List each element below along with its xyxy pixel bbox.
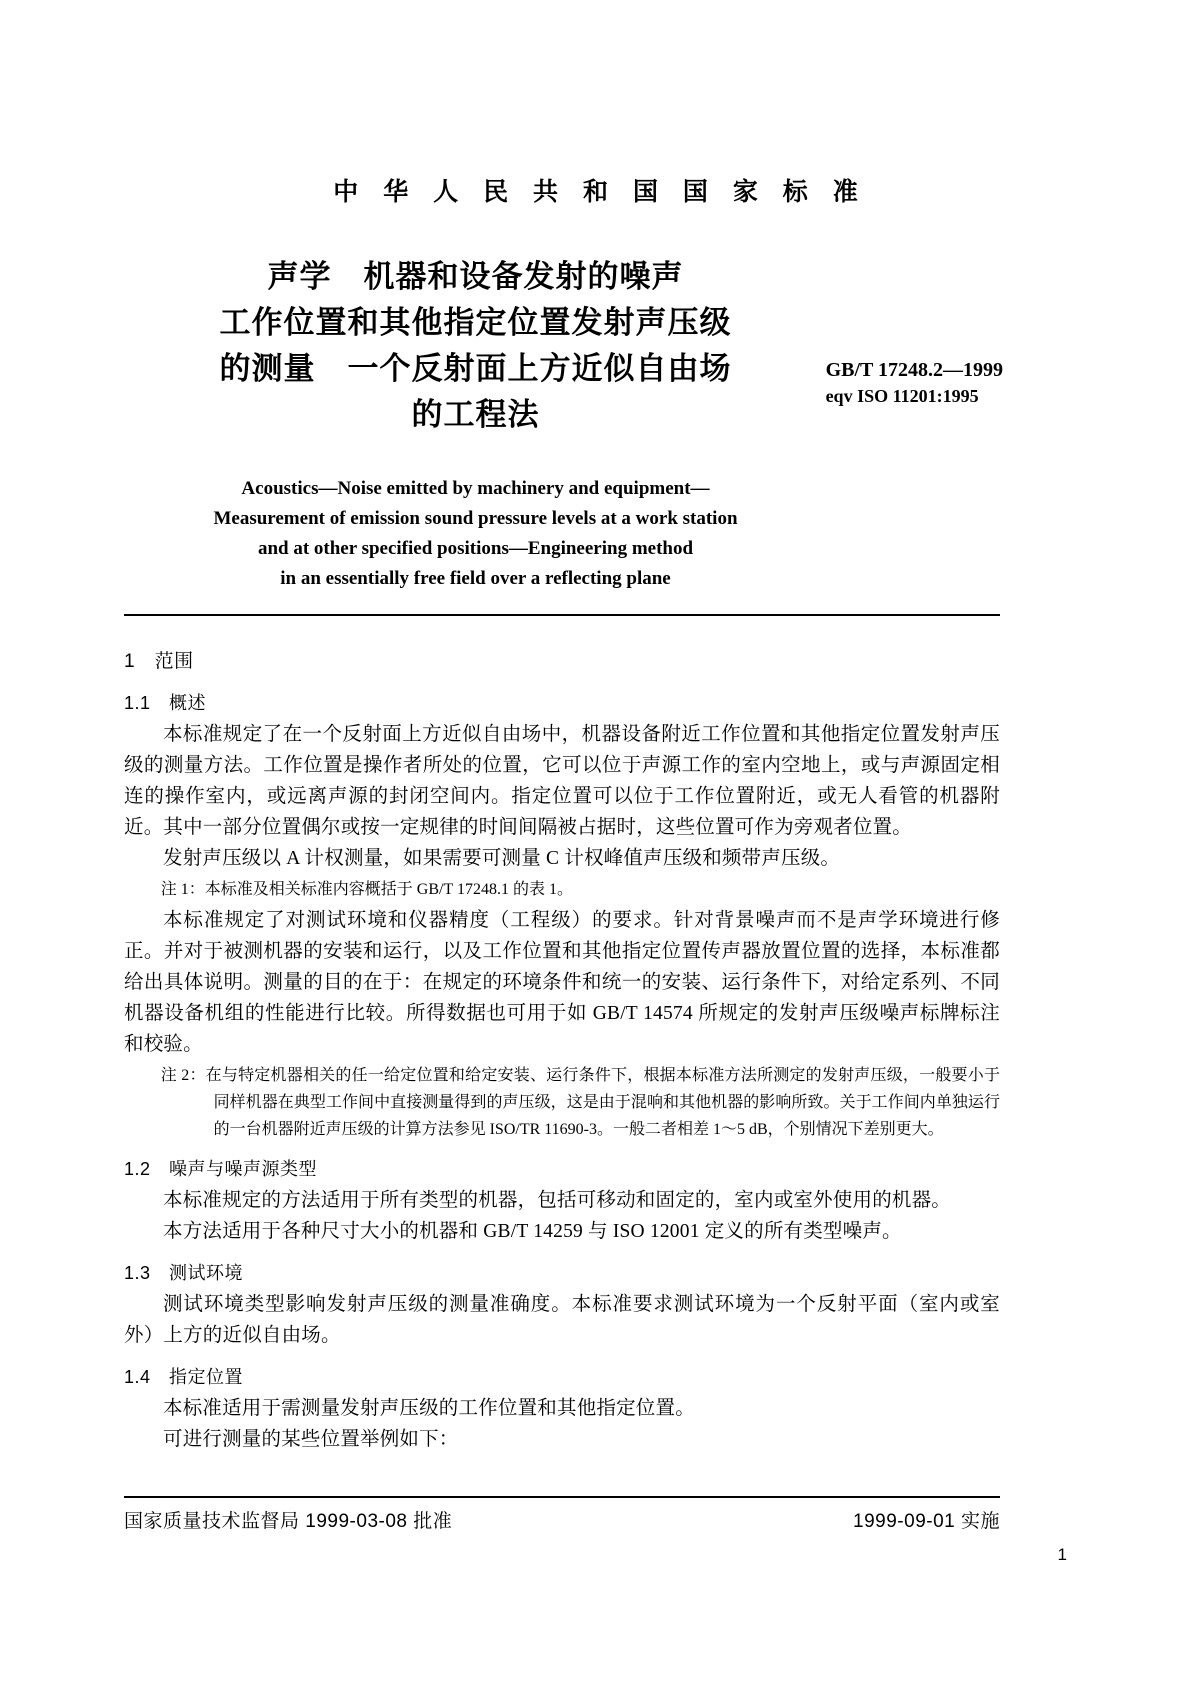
paragraph-1-2-1: 本标准规定的方法适用于所有类型的机器，包括可移动和固定的，室内或室外使用的机器。 [163, 1190, 952, 1211]
cover-block [0, 0, 1191, 594]
paragraph-1-2-2: 本方法适用于各种尺寸大小的机器和 GB/T 14259 与 ISO 12001 定义的所有类型噪声。 [163, 1221, 902, 1242]
title-line-3: 的测量 一个反射面上方近似自由场 [219, 351, 732, 386]
title-line-4: 的工程法 [411, 397, 540, 432]
subsection-heading-1-1: 1.1 概述 [124, 693, 207, 713]
english-title-line-2: Measurement of emission sound pressure levels at a work station [213, 508, 738, 529]
subsection-heading-1-4: 1.4 指定位置 [124, 1367, 244, 1387]
paragraph-1-1-2: 发射声压级以 A 计权测量，如果需要可测量 C 计权峰值声压级和频带声压级。 [163, 848, 841, 869]
equivalent-standard: eqv ISO 11201:1995 [825, 386, 979, 406]
footer-divider [124, 1496, 1000, 1498]
paragraph-1-4-2: 可进行测量的某些位置举例如下： [163, 1429, 459, 1450]
english-title-block [0, 474, 1191, 594]
note-2: 注 2：在与特定机器相关的任一给定位置和给定安装、运行条件下，根据本标准方法所测定的发射声压级，一般要小于同样机器在典型工作间中直接测量得到的声压级，这是由于混响和其他机器的影响所致。关于工作间内单独运行的一台机器附近声压级的计算方法参见 ISO/TR 11690-3。一般二者相差 1～5 dB，个别情况下差别更大。 [160, 1067, 1000, 1138]
paragraph-1-3-1: 测试环境类型影响发射声压级的测量准确度。本标准要求测试环境为一个反射平面（室内或室外）上方的近似自由场。 [124, 1294, 1000, 1346]
subsection-heading-1-2: 1.2 噪声与噪声源类型 [124, 1159, 318, 1179]
english-title-line-3: and at other specified positions—Engineering method [257, 538, 694, 559]
document-body [124, 646, 1000, 1455]
note-1: 注 1：本标准及相关标准内容概括于 GB/T 17248.1 的表 1。 [160, 881, 573, 898]
approval-statement: 国家质量技术监督局 1999-03-08 批准 [124, 1511, 453, 1532]
english-title-line-4: in an essentially free field over a reflecting plane [280, 568, 671, 589]
subsection-heading-1-3: 1.3 测试环境 [124, 1263, 244, 1283]
section-heading-1: 1 范围 [124, 651, 194, 672]
paragraph-1-1-1: 本标准规定了在一个反射面上方近似自由场中，机器设备附近工作位置和其他指定位置发射声压级的测量方法。工作位置是操作者所处的位置，它可以位于声源工作的室内空地上，或与声源固定相连的操作室内，或远离声源的封闭空间内。指定位置可以位于工作位置附近，或无人看管的机器附近。其中一部分位置偶尔或按一定规律的时间间隔被占据时，这些位置可作为旁观者位置。 [124, 724, 1000, 838]
standard-code: GB/T 17248.2—1999 [825, 359, 1003, 381]
english-title-line-1: Acoustics—Noise emitted by machinery and equipment— [241, 478, 710, 499]
title-line-1: 声学 机器和设备发射的噪声 [267, 259, 684, 294]
paragraph-1-4-1: 本标准适用于需测量发射声压级的工作位置和其他指定位置。 [163, 1398, 695, 1419]
implementation-statement: 1999-09-01 实施 [853, 1511, 1000, 1532]
header-divider [124, 614, 1000, 616]
page-number: 1 [1057, 1545, 1067, 1564]
page-footer [124, 1506, 1000, 1533]
standard-designation [826, 358, 1003, 408]
national-standard-heading: 中 华 人 民 共 和 国 国 家 标 准 [333, 178, 867, 206]
title-block [0, 254, 1191, 438]
title-line-2: 工作位置和其他指定位置发射声压级 [219, 305, 732, 340]
paragraph-1-1-3: 本标准规定了对测试环境和仪器精度（工程级）的要求。针对背景噪声而不是声学环境进行修正。并对于被测机器的安装和运行，以及工作位置和其他指定位置传声器放置位置的选择，本标准都给出具体说明。测量的目的在于：在规定的环境条件和统一的安装、运行条件下，对给定系列、不同机器设备机组的性能进行比较。所得数据也可用于如 GB/T 14574 所规定的发射声压级噪声标牌标注和校验。 [124, 910, 1000, 1055]
